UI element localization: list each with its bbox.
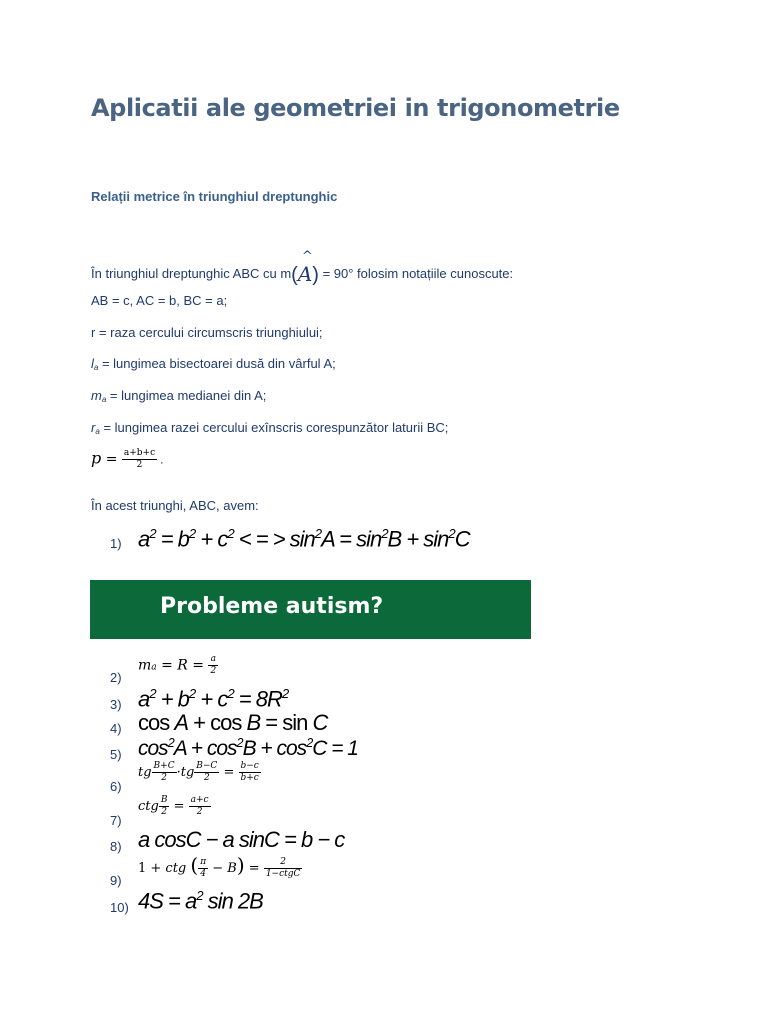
intro-line: În triunghiul dreptunghic ABC cu m( ^ A) = 90° folosim notațiile cunoscute: [91,249,514,286]
section-heading: Relații metrice în triunghiul dreptunghic [91,189,338,204]
formula-3: $a^2 + b^2 + c^2 = 8R^2$ [138,686,289,712]
ad-banner[interactable] [90,580,531,639]
formula-7-number: 7) [110,813,122,828]
formula-3-number: 3) [110,697,122,712]
r-notation: r = raza cercului circumscris triunghiului; [91,325,323,340]
formula-10-number: 10) [110,900,129,915]
in-triangle-text: În acest triunghi, ABC, avem: [91,498,259,513]
formula-2-number: 2) [110,670,122,685]
formula-8-number: 8) [110,839,122,854]
formula-4: cos A + cos B = sin C [138,710,328,735]
intro-text-after: = 90° folosim notațiile cunoscute: [318,266,514,281]
ra-notation: $r_a$ = lungimea razei cercului exînscris corespunzător laturii BC; [91,420,449,436]
formula-10: $4S = a^2$ sin 2B [138,888,263,914]
intro-text-before: În triunghiul dreptunghic ABC cu m [91,266,292,281]
angle-a-symbol: ^ A [297,249,313,286]
la-notation: $l_a$ = lungimea bisectoarei dusă din vârful A; [91,356,336,372]
formula-1: $a^2 = b^2 + c^2$ < = > $\sin^2A = \sin^2B + \sin^2C$ [138,526,470,552]
page-title: Aplicatii ale geometriei in trigonometrie [91,94,620,122]
formula-9: 1 + ctg ( $\frac{\pi}{4}$ − B) = $\frac{2}{\text{1−ctgC}}$ [138,853,301,879]
formula-8: a cosC − a sinC = b − c [138,827,345,852]
formula-6: tg $\frac{B+C}{2}$ ·tg $\frac{B-C}{2}$ = $\frac{b-c}{b+c}$ [138,761,259,783]
formula-7: ctg $\frac{B}{2}$ = $\frac{a+c}{2}$ [138,795,209,817]
banner-text: Probleme autism? [160,594,384,619]
formula-4-number: 4) [110,721,122,736]
formula-9-number: 9) [110,873,122,888]
p-formula: p = $\frac{a+b+c}{2}$ . [91,448,164,470]
formula-2: ma = R = $\frac{a}{2}$ [138,654,217,676]
formula-5: $\cos^2A + \cos^2B + \cos^2C = 1$ [138,736,358,760]
sides-notation: AB = c, AC = b, BC = a; [91,293,228,308]
formula-1-number: 1) [110,536,122,551]
ma-notation: $m_a$ = lungimea medianei din A; [91,388,267,404]
formula-5-number: 5) [110,747,122,762]
formula-6-number: 6) [110,779,122,794]
